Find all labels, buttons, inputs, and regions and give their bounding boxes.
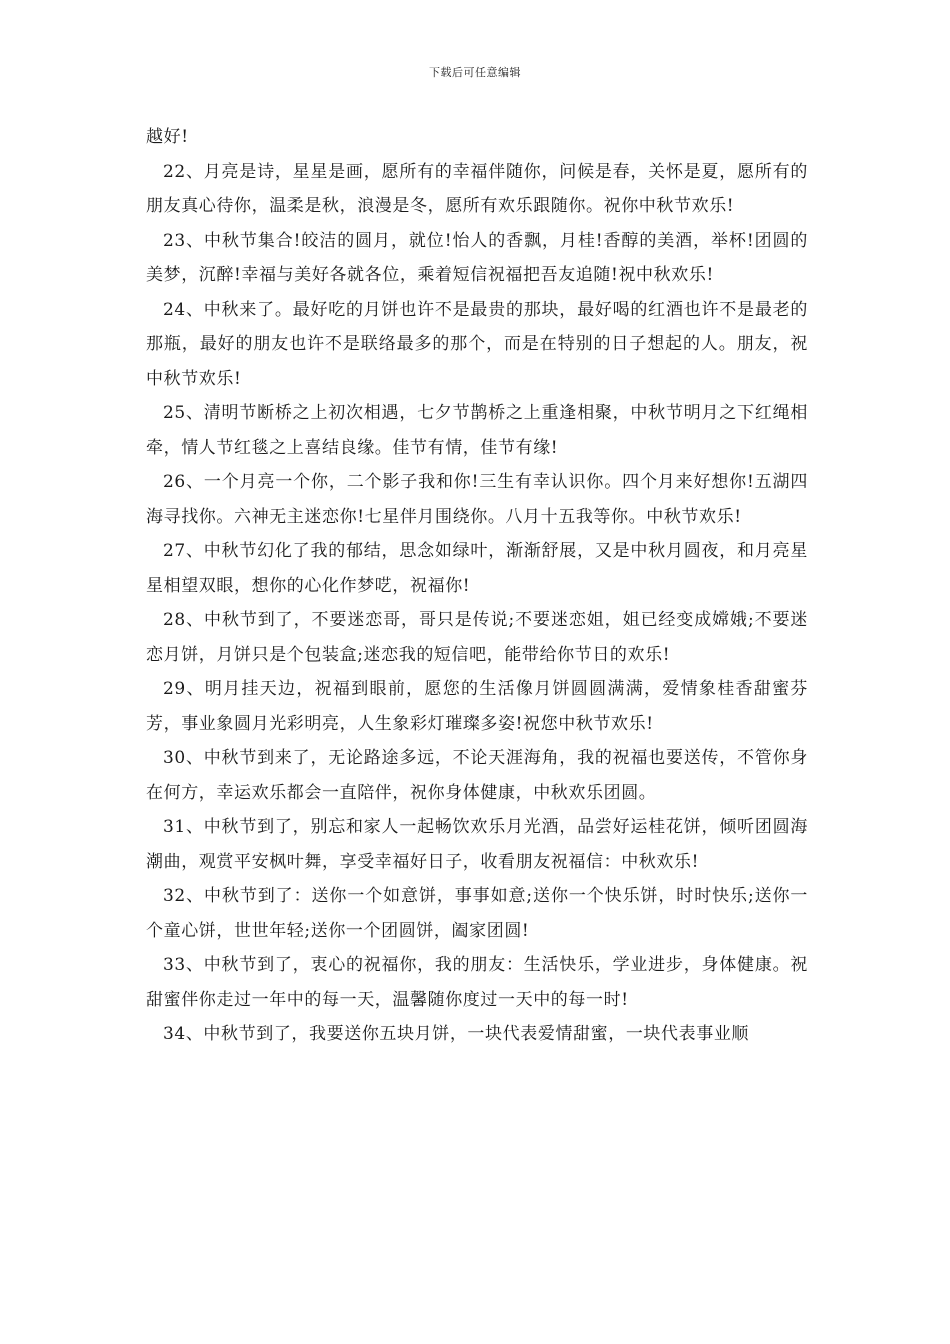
paragraph-item-29: 29、明月挂天边，祝福到眼前，愿您的生活像月饼圆圆满满，爱情象桂香甜蜜芬芳，事业象圆月光彩明亮，人生象彩灯璀璨多姿!祝您中秋节欢乐!: [146, 679, 808, 734]
paragraph-continuation: 越好!: [146, 127, 189, 147]
paragraph-item-31: 31、中秋节到了，别忘和家人一起畅饮欢乐月光酒，品尝好运桂花饼，倾听团圆海潮曲，观赏平安枫叶舞，享受幸福好日子，收看朋友祝福信：中秋欢乐!: [146, 817, 808, 872]
paragraph-item-33: 33、中秋节到了，衷心的祝福你，我的朋友：生活快乐，学业进步，身体健康。祝甜蜜伴你走过一年中的每一天，温馨随你度过一天中的每一时!: [146, 955, 808, 1010]
paragraph-item-32: 32、中秋节到了：送你一个如意饼，事事如意;送你一个快乐饼，时时快乐;送你一个童心饼，世世年轻;送你一个团圆饼，阖家团圆!: [146, 886, 808, 941]
paragraph-item-34: 34、中秋节到了，我要送你五块月饼，一块代表爱情甜蜜，一块代表事业顺: [163, 1024, 750, 1044]
paragraph-item-30: 30、中秋节到来了，无论路途多远，不论天涯海角，我的祝福也要送传，不管你身在何方，幸运欢乐都会一直陪伴，祝你身体健康，中秋欢乐团圆。: [146, 748, 808, 803]
paragraph-item-23: 23、中秋节集合!皎洁的圆月，就位!怡人的香飘，月桂!香醇的美酒，举杯!团圆的美梦，沉醉!幸福与美好各就各位，乘着短信祝福把吾友追随!祝中秋欢乐!: [146, 230, 808, 285]
paragraph-item-25: 25、清明节断桥之上初次相遇，七夕节鹊桥之上重逢相聚，中秋节明月之下红绳相牵，情人节红毯之上喜结良缘。佳节有情，佳节有缘!: [146, 403, 808, 458]
paragraph-item-27: 27、中秋节幻化了我的郁结，思念如绿叶，渐渐舒展，又是中秋月圆夜，和月亮星星相望双眼，想你的心化作梦呓，祝福你!: [146, 541, 808, 596]
paragraph-item-28: 28、中秋节到了，不要迷恋哥，哥只是传说;不要迷恋姐，姐已经变成嫦娥;不要迷恋月饼，月饼只是个包装盒;迷恋我的短信吧，能带给你节日的欢乐!: [146, 610, 808, 665]
paragraph-item-24: 24、中秋来了。最好吃的月饼也许不是最贵的那块，最好喝的红酒也许不是最老的那瓶，最好的朋友也许不是联络最多的那个，而是在特别的日子想起的人。朋友，祝中秋节欢乐!: [146, 299, 808, 389]
paragraph-item-26: 26、一个月亮一个你，二个影子我和你!三生有幸认识你。四个月来好想你!五湖四海寻找你。六神无主迷恋你!七星伴月围绕你。八月十五我等你。中秋节欢乐!: [146, 472, 808, 527]
page-header: 下载后可任意编辑: [429, 66, 521, 79]
document-body: [146, 120, 808, 1052]
paragraph-item-22: 22、月亮是诗，星星是画，愿所有的幸福伴随你，问候是春，关怀是夏，愿所有的朋友真心待你，温柔是秋，浪漫是冬，愿所有欢乐跟随你。祝你中秋节欢乐!: [146, 161, 808, 216]
